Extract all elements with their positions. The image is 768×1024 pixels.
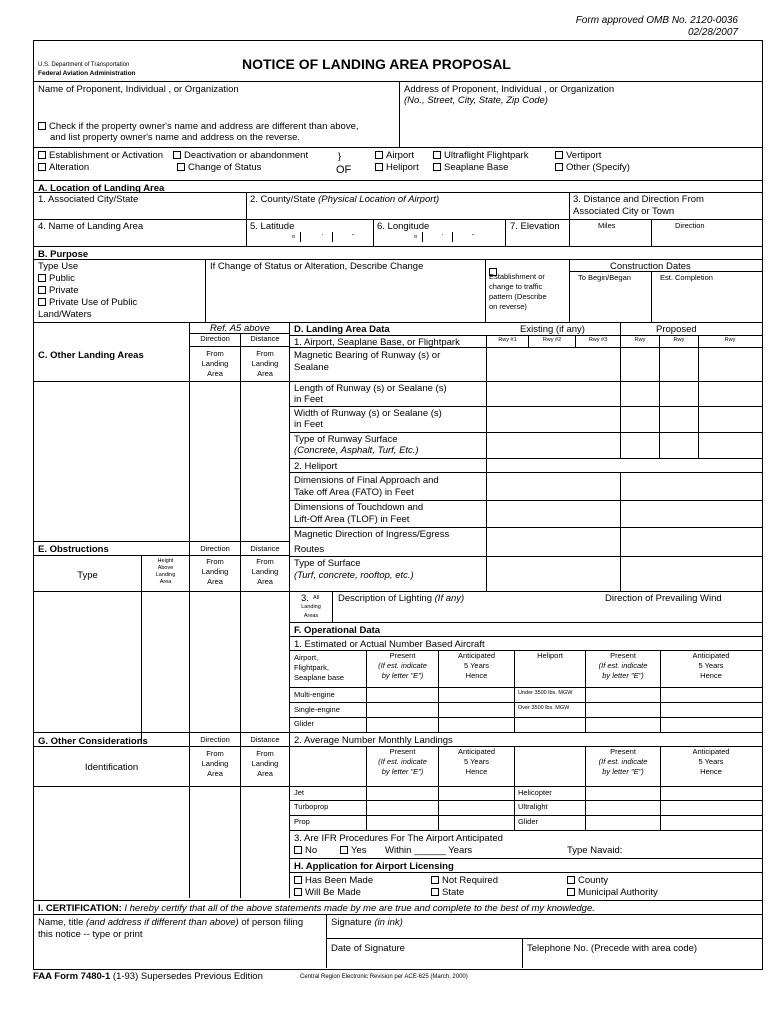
c-distance-label: Distance (250, 334, 280, 343)
checkbox[interactable] (555, 163, 563, 171)
omb-number: Form approved OMB No. 2120-0036 (575, 15, 738, 26)
e-from-1: From (206, 557, 224, 566)
agency-label: Federal Aviation Administration (38, 70, 136, 77)
pattern-change-3: pattern (Describe (489, 292, 547, 301)
lon-min: ' (442, 234, 444, 240)
f2-present-2: (If est. indicate (378, 757, 427, 766)
f-under-3500: Under 3500 lbs. MGW (518, 690, 573, 696)
f-anticipated-3: Hence (465, 671, 488, 680)
check-ultralight[interactable]: Ultraflight Flightpark (433, 150, 528, 161)
d-row-length-1: Length of Runway (s) or Sealane (s) (294, 383, 447, 394)
f2-glider: Glider (518, 817, 539, 826)
g-direction-label: Direction (200, 735, 230, 744)
check-seaplane[interactable]: Seaplane Base (433, 162, 508, 173)
check-state[interactable]: State (431, 887, 464, 898)
pattern-change-2: change to traffic (489, 282, 543, 291)
dept-label: U.S. Department of Transportation (38, 62, 130, 68)
check-public[interactable]: Public (38, 273, 75, 284)
e-type-label: Type (77, 570, 98, 581)
e-from-dist-3: Area (257, 577, 273, 586)
f-col-airport-3: Seaplane base (294, 673, 345, 682)
check-ifr-no[interactable]: No (294, 845, 317, 856)
miles-label: Miles (598, 221, 616, 230)
f2-present-1: Present (389, 747, 416, 756)
c-from-3: Area (207, 369, 223, 378)
f-heliport-label: Heliport (537, 651, 563, 660)
d-row-ingress-1: Magnetic Direction of Ingress/Egress (294, 529, 450, 540)
d-row-surface-type-2: (Turf, concrete, rooftop, etc.) (294, 570, 414, 581)
rwy2-label: Rwy #2 (542, 337, 562, 343)
f2-present-heli-1: Present (610, 747, 636, 756)
latitude-label: 5. Latitude (250, 221, 295, 232)
d-row-surface-type-1: Type of Surface (294, 558, 361, 569)
checkbox[interactable] (567, 888, 575, 896)
check-heliport[interactable]: Heliport (375, 162, 419, 173)
telephone-label: Telephone No. (Precede with area code) (527, 943, 698, 954)
check-private-use[interactable]: Private Use of Public (38, 297, 137, 308)
section-f-title: F. Operational Data (294, 625, 381, 636)
f-present-3: by letter "E") (381, 671, 424, 680)
section-a-title: A. Location of Landing Area (38, 183, 165, 194)
f-monthly-landings-label: 2. Average Number Monthly Landings (294, 735, 453, 746)
certification-line: I. CERTIFICATION: I hereby certify that all of the above statements made by me are true and complete to the best of my knowledge. (38, 903, 595, 914)
f-present-heli-1: Present (610, 651, 636, 660)
to-begin-label: To Begin/Began (578, 273, 631, 282)
land-waters-label: Land/Waters (38, 309, 92, 320)
c-from-2: Landing (201, 359, 229, 368)
c-from-dist-3: Area (257, 369, 273, 378)
e-height-4: Area (159, 579, 172, 585)
check-county[interactable]: County (567, 875, 608, 886)
e-from-dist-1: From (256, 557, 274, 566)
rwy3-label: Rwy #3 (588, 337, 608, 343)
f-col-airport-1: Airport, (294, 653, 319, 662)
g-from-dist-2: Landing (251, 759, 279, 768)
checkbox[interactable] (173, 151, 181, 159)
landing-area-name-label: 4. Name of Landing Area (38, 221, 144, 232)
checkbox[interactable] (375, 151, 383, 159)
f2-turboprop: Turboprop (294, 802, 329, 811)
checkbox[interactable] (38, 298, 46, 306)
checkbox[interactable] (431, 876, 439, 884)
g-from-1: From (206, 749, 224, 758)
f2-present-3: by letter "E") (381, 767, 424, 776)
c-from-1: From (206, 349, 224, 358)
d-lighting-areas: Areas (303, 613, 319, 619)
of-label: OF (336, 164, 352, 176)
checkbox[interactable] (38, 163, 46, 171)
checkbox[interactable] (38, 286, 46, 294)
owner-different-note: and list property owner's name and address on the reverse. (50, 132, 301, 143)
d-row-tlof-1: Dimensions of Touchdown and (294, 502, 424, 513)
check-airport[interactable]: Airport (375, 150, 414, 161)
pattern-change-4: on reverse) (489, 302, 527, 311)
f2-anticipated-1: Anticipated (457, 747, 496, 756)
e-from-dist-2: Landing (251, 567, 279, 576)
f-ifr-label: 3. Are IFR Procedures For The Airport Anticipated (294, 833, 503, 844)
d-row-ingress-2: Routes (294, 544, 325, 555)
change-describe-label: If Change of Status or Alteration, Describe Change (210, 261, 424, 272)
elevation-label: 7. Elevation (510, 221, 560, 232)
check-change-status[interactable]: Change of Status (177, 162, 261, 173)
d-lighting-all: All (313, 595, 320, 601)
wind-label: Direction of Prevailing Wind (605, 593, 722, 604)
distance-label-2: Associated City or Town (573, 206, 675, 217)
f-present-heli-3: by letter "E") (602, 671, 644, 680)
f-present-1: Present (389, 651, 416, 660)
d-row-fato-1: Dimensions of Final Approach and (294, 475, 439, 486)
d-row-airport: 1. Airport, Seaplane Base, or Flightpark (294, 337, 460, 348)
certifier-name-label: Name, title (and address if different than above) of person filing (38, 917, 304, 928)
check-deactivation[interactable]: Deactivation or abandonment (173, 150, 308, 161)
f2-anticipated-3: Hence (465, 767, 488, 776)
d-row-heliport: 2. Heliport (294, 461, 338, 472)
d-lighting-3: 3. (301, 593, 309, 604)
city-label: 1. Associated City/State (38, 194, 139, 205)
f2-anticipated-heli-2: 5 Years (698, 757, 724, 766)
f2-anticipated-heli-1: Anticipated (692, 747, 730, 756)
checkbox[interactable] (433, 163, 441, 171)
checkbox[interactable] (38, 122, 46, 130)
section-h-title: H. Application for Airport Licensing (294, 861, 454, 872)
proponent-name-label: Name of Proponent, Individual , or Organization (38, 84, 239, 95)
type-use-label: Type Use (38, 261, 79, 272)
f-anticipated-1: Anticipated (457, 651, 496, 660)
d-row-surface-2: (Concrete, Asphalt, Turf, Etc.) (294, 445, 419, 456)
f-anticipated-heli-3: Hence (700, 671, 722, 680)
e-direction-label: Direction (200, 544, 230, 553)
owner-different-check[interactable]: Check if the property owner's name and address are different than above, (38, 121, 359, 132)
g-from-3: Area (207, 769, 223, 778)
type-navaid-label: Type Navaid: (567, 845, 623, 856)
checkbox[interactable] (294, 888, 302, 896)
d-row-width-2: in Feet (294, 419, 324, 430)
check-has-been-made[interactable]: Has Been Made (294, 875, 373, 886)
e-distance-label: Distance (250, 544, 280, 553)
date-signature-label: Date of Signature (331, 943, 405, 954)
checkbox[interactable] (555, 151, 563, 159)
section-e-title: E. Obstructions (38, 544, 109, 555)
checkbox[interactable] (567, 876, 575, 884)
g-identification-label: Identification (84, 762, 139, 773)
checkbox[interactable] (340, 846, 348, 854)
check-not-required[interactable]: Not Required (431, 875, 498, 886)
checkbox[interactable] (38, 151, 46, 159)
rwy5-label: Rwy (673, 337, 685, 343)
f2-helicopter: Helicopter (518, 788, 552, 797)
f-col-airport-2: Flightpark, (294, 663, 330, 672)
d-row-surface-1: Type of Runway Surface (294, 434, 398, 445)
checkbox[interactable] (38, 274, 46, 282)
d-row-length-2: in Feet (294, 394, 324, 405)
certifier-name-label-2: this notice -- type or print (38, 929, 143, 940)
c-from-dist-1: From (256, 349, 274, 358)
d-row-tlof-2: Lift-Off Area (TLOF) in Feet (294, 514, 410, 525)
proponent-address-label: Address of Proponent, Individual , or Organization (404, 84, 615, 95)
f2-present-heli-2: (If est. indicate (598, 757, 648, 766)
distance-label: 3. Distance and Direction From (573, 194, 704, 205)
f-present-heli-2: (If est. indicate (598, 661, 648, 670)
checkbox[interactable] (431, 888, 439, 896)
f2-anticipated-heli-3: Hence (700, 767, 722, 776)
pattern-change-1: Establishment or (489, 272, 545, 281)
section-d-title: D. Landing Area Data (294, 324, 390, 335)
d-row-bearing-2: Sealane (294, 362, 329, 373)
section-g-title: G. Other Considerations (38, 736, 148, 747)
check-ifr-yes[interactable]: Yes (340, 845, 367, 856)
c-direction-label: Direction (200, 334, 230, 343)
brace: } (338, 151, 342, 162)
d-row-bearing-1: Magnetic Bearing of Runway (s) or (294, 350, 441, 361)
lat-sec: " (352, 234, 354, 240)
e-from-3: Area (207, 577, 223, 586)
checkbox[interactable] (375, 163, 383, 171)
f2-ultralight: Ultralight (518, 802, 548, 811)
f-based-aircraft-label: 1. Estimated or Actual Number Based Aircraft (294, 639, 485, 650)
lon-sec: " (472, 234, 474, 240)
construction-dates-label: Construction Dates (610, 261, 691, 272)
lighting-label: Description of Lighting (If any) (338, 593, 465, 604)
g-from-dist-1: From (256, 749, 274, 758)
section-b-title: B. Purpose (38, 249, 89, 260)
d-row-width-1: Width of Runway (s) or Sealane (s) (294, 408, 442, 419)
check-alteration[interactable]: Alteration (38, 162, 89, 173)
check-vertiport[interactable]: Vertiport (555, 150, 601, 161)
proposed-label: Proposed (656, 324, 697, 335)
checkbox[interactable] (433, 151, 441, 159)
f2-present-heli-3: by letter "E") (602, 767, 644, 776)
check-will-be-made[interactable]: Will Be Made (294, 887, 361, 898)
proponent-address-sub: (No., Street, City, State, Zip Code) (404, 95, 548, 106)
e-from-2: Landing (201, 567, 229, 576)
check-municipal[interactable]: Municipal Authority (567, 887, 658, 898)
f2-anticipated-2: 5 Years (463, 757, 490, 766)
f-anticipated-heli-1: Anticipated (692, 651, 730, 660)
d-lighting-landing: Landing (301, 604, 321, 610)
f-anticipated-2: 5 Years (463, 661, 490, 670)
g-distance-label: Distance (250, 735, 280, 744)
rwy1-label: Rwy #1 (498, 337, 517, 343)
ref-a5-label: Ref. A5 above (210, 323, 270, 334)
direction-label: Direction (675, 221, 705, 230)
est-completion-label: Est. Completion (660, 273, 713, 282)
d-row-fato-2: Take off Area (FATO) in Feet (294, 487, 414, 498)
checkbox[interactable] (177, 163, 185, 171)
f-multi-engine: Multi-engine (294, 690, 335, 699)
existing-label: Existing (if any) (520, 324, 585, 335)
lon-deg: o (414, 234, 418, 240)
longitude-label: 6. Longitude (377, 221, 430, 232)
checkbox[interactable] (294, 846, 302, 854)
lat-deg: o (292, 234, 296, 240)
f2-jet: Jet (294, 788, 305, 797)
lat-min: ' (322, 234, 324, 240)
checkbox[interactable] (294, 876, 302, 884)
ifr-within-label: Within ______ Years (385, 845, 473, 856)
rwy6-label: Rwy (724, 337, 736, 343)
f2-prop: Prop (294, 817, 310, 826)
omb-date: 02/28/2007 (687, 27, 738, 38)
e-height-2: Above (157, 565, 174, 571)
county-label: 2. County/State (Physical Location of Airport) (250, 194, 440, 205)
form-title: NOTICE OF LANDING AREA PROPOSAL (242, 56, 511, 72)
g-from-2: Landing (201, 759, 229, 768)
e-height-1: Height (157, 558, 174, 564)
signature-label: Signature (in ink) (331, 917, 403, 928)
check-private[interactable]: Private (38, 285, 79, 296)
f-glider: Glider (294, 719, 315, 728)
footer-central: Central Region Electronic Revision per ACE-625 (March, 2000) (300, 974, 468, 980)
rwy4-label: Rwy (634, 337, 646, 343)
footer-form: FAA Form 7480-1 (1-93) Supersedes Previous Edition (33, 971, 263, 982)
f-over-3500: Over 3500 lbs. MGW (518, 705, 570, 711)
c-from-dist-2: Landing (251, 359, 279, 368)
check-other[interactable]: Other (Specify) (555, 162, 630, 173)
f-present-2: (If est. indicate (378, 661, 427, 670)
g-from-dist-3: Area (257, 769, 273, 778)
check-establishment[interactable]: Establishment or Activation (38, 150, 163, 161)
e-height-3: Landing (155, 572, 176, 578)
f-anticipated-heli-2: 5 Years (698, 661, 724, 670)
section-c-title: C. Other Landing Areas (38, 350, 144, 361)
f-single-engine: Single-engine (294, 705, 340, 714)
